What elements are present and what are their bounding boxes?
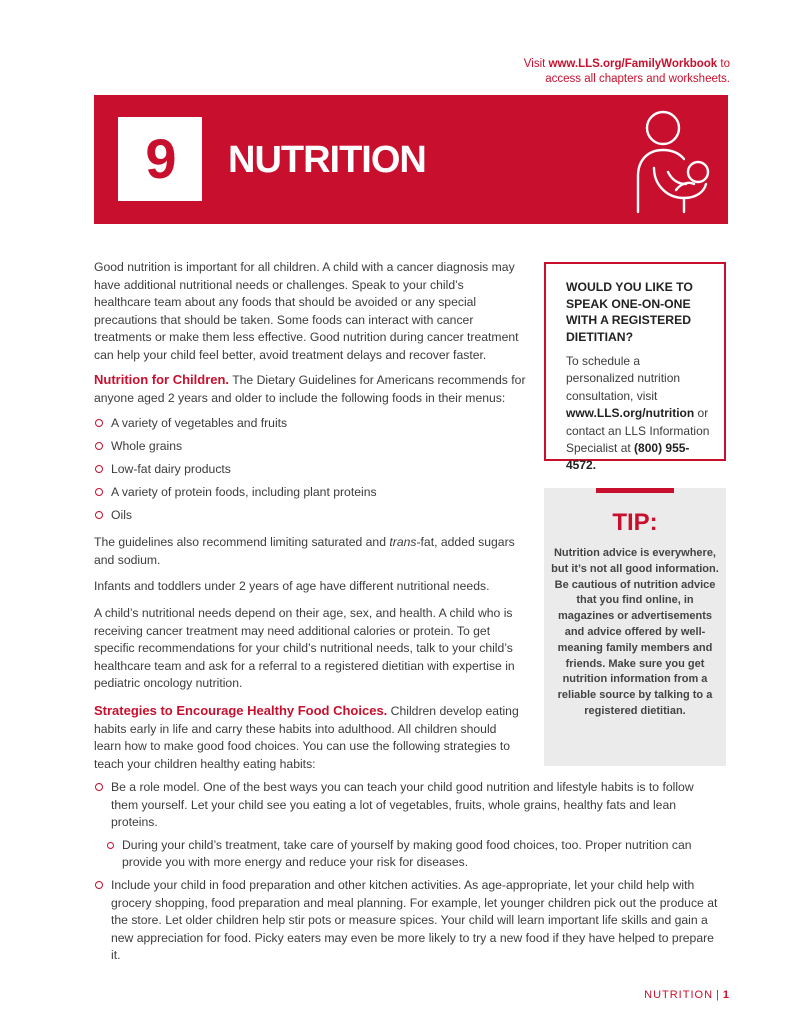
- strategies-list: [94, 779, 728, 965]
- tip-box: [544, 488, 726, 766]
- callout-text-a: To schedule a personalized nutrition consultation, visit: [566, 354, 681, 403]
- footer-separator: |: [716, 989, 720, 1001]
- list-item: [94, 461, 377, 484]
- strategies-intro-paragraph: [94, 702, 520, 773]
- tip-accent-bar: [596, 488, 674, 493]
- list-item: [94, 877, 728, 965]
- bullet-circle-icon: [95, 783, 103, 791]
- note-line-2: access all chapters and worksheets.: [545, 73, 730, 85]
- list-item-text: Be a role model. One of the best ways you can teach your child good nutrition and lifestyle habits is to follow them yourself. Let your child see you eating a lot of vegetables, fruits, whole grains, healthy fats and lean proteins.: [111, 780, 694, 830]
- bullet-circle-icon: [107, 842, 114, 849]
- list-item-text: Low-fat dairy products: [111, 462, 231, 476]
- note-suffix: to: [717, 58, 730, 70]
- list-item: [94, 415, 377, 438]
- note-prefix: Visit: [523, 58, 549, 70]
- phone-number-link[interactable]: (800) 955-4572.: [566, 441, 690, 473]
- footer-section: NUTRITION: [644, 989, 714, 1001]
- tip-text: Nutrition advice is everywhere, but it’s not all good information. Be cautious of nutrition advice that you find online, in magazines or advertisements and advice offered by well-meaning family members and friends. Make sure you get nutrition information from a reliable source by talking to a registered dietitian.: [551, 547, 719, 717]
- list-item-text: Oils: [111, 508, 132, 522]
- needs-paragraph: A child’s nutritional needs depend on their age, sex, and health. A child who is receiving cancer treatment may need additional calories or protein. To get specific recommendations for your child’s nutritional needs, talk to your child’s healthcare team and ask for a referral to a registered dietitian with expertise in pediatric oncology nutrition.: [94, 606, 515, 691]
- sub-list-item: [94, 837, 728, 872]
- limits-paragraph: [94, 534, 524, 569]
- limits-text-italic: trans: [389, 535, 417, 549]
- bullet-circle-icon: [95, 488, 103, 496]
- nutrition-url-link[interactable]: www.LLS.org/nutrition: [566, 406, 695, 421]
- strategies-lead: Strategies to Encourage Healthy Food Choices.: [94, 703, 388, 718]
- page-footer: [644, 989, 730, 1001]
- workbook-url-link[interactable]: www.LLS.org/FamilyWorkbook: [548, 58, 718, 70]
- workbook-link-note: [524, 57, 730, 87]
- callout-heading: WOULD YOU LIKE TO SPEAK ONE-ON-ONE WITH A REGISTERED DIETITIAN?: [566, 280, 693, 344]
- bullet-circle-icon: [95, 419, 103, 427]
- bullet-circle-icon: [95, 511, 103, 519]
- list-item: [94, 438, 377, 461]
- food-groups-list: [94, 415, 377, 530]
- callout-text-b: or contact an LLS Information Specialist at: [566, 406, 710, 456]
- list-item: [94, 779, 728, 832]
- parent-holding-baby-icon: [632, 106, 718, 214]
- limits-text-a: The guidelines also recommend limiting saturated and: [94, 535, 390, 549]
- bullet-circle-icon: [95, 881, 103, 889]
- bullet-circle-icon: [95, 465, 103, 473]
- intro-paragraph: Good nutrition is important for all children. A child with a cancer diagnosis may have additional nutritional needs or challenges. Speak to your child’s healthcare team about any foods that should be avoided or any special precautions that should be taken. Some foods can interact with cancer treatments or make them less effective. Good nutrition during cancer treatment can help your child feel better, avoid treatment delays and recover faster.: [94, 260, 519, 362]
- list-item-text: A variety of protein foods, including plant proteins: [111, 485, 377, 499]
- sub-list-item-text: During your child’s treatment, take care of yourself by making good food choices, too. Proper nutrition can provide you with more energy and reduce your risk for diseases.: [122, 837, 692, 870]
- list-item: [94, 484, 377, 507]
- children-text: The Dietary Guidelines for Americans recommends for anyone aged 2 years and older to include the following foods in their menus:: [94, 373, 526, 405]
- infants-paragraph: Infants and toddlers under 2 years of age have different nutritional needs.: [94, 579, 490, 593]
- bullet-circle-icon: [95, 442, 103, 450]
- chapter-title: NUTRITION: [228, 139, 426, 181]
- page-number: 1: [722, 989, 730, 1001]
- children-intro-paragraph: [94, 371, 526, 407]
- list-item: [94, 507, 377, 530]
- callout-text: [566, 353, 710, 475]
- tip-title: TIP:: [612, 509, 658, 536]
- list-item-text: Include your child in food preparation and other kitchen activities. As age-appropriate, let your child help with grocery shopping, food preparation and meal planning. For example, let younger children pick out the produce at the store. Let older children help stir pots or measure spices. Your child will learn important life skills and gain a new appreciation for food. Picky eaters may even be more likely to try a new food if they have helped to prepare it.: [111, 877, 718, 963]
- chapter-banner: [94, 95, 728, 224]
- dietitian-callout: [544, 262, 726, 473]
- limits-text-b: -fat, added sugars and sodium.: [94, 535, 515, 567]
- list-item-text: Whole grains: [111, 439, 183, 453]
- strategies-text: Children develop eating habits early in life and carry these habits into adulthood. All children should learn how to make good food choices. You can use the following strategies to teach your children healthy eating habits:: [94, 704, 519, 771]
- list-item-text: A variety of vegetables and fruits: [111, 416, 288, 430]
- chapter-number: 9: [118, 117, 202, 201]
- children-lead: Nutrition for Children.: [94, 372, 230, 387]
